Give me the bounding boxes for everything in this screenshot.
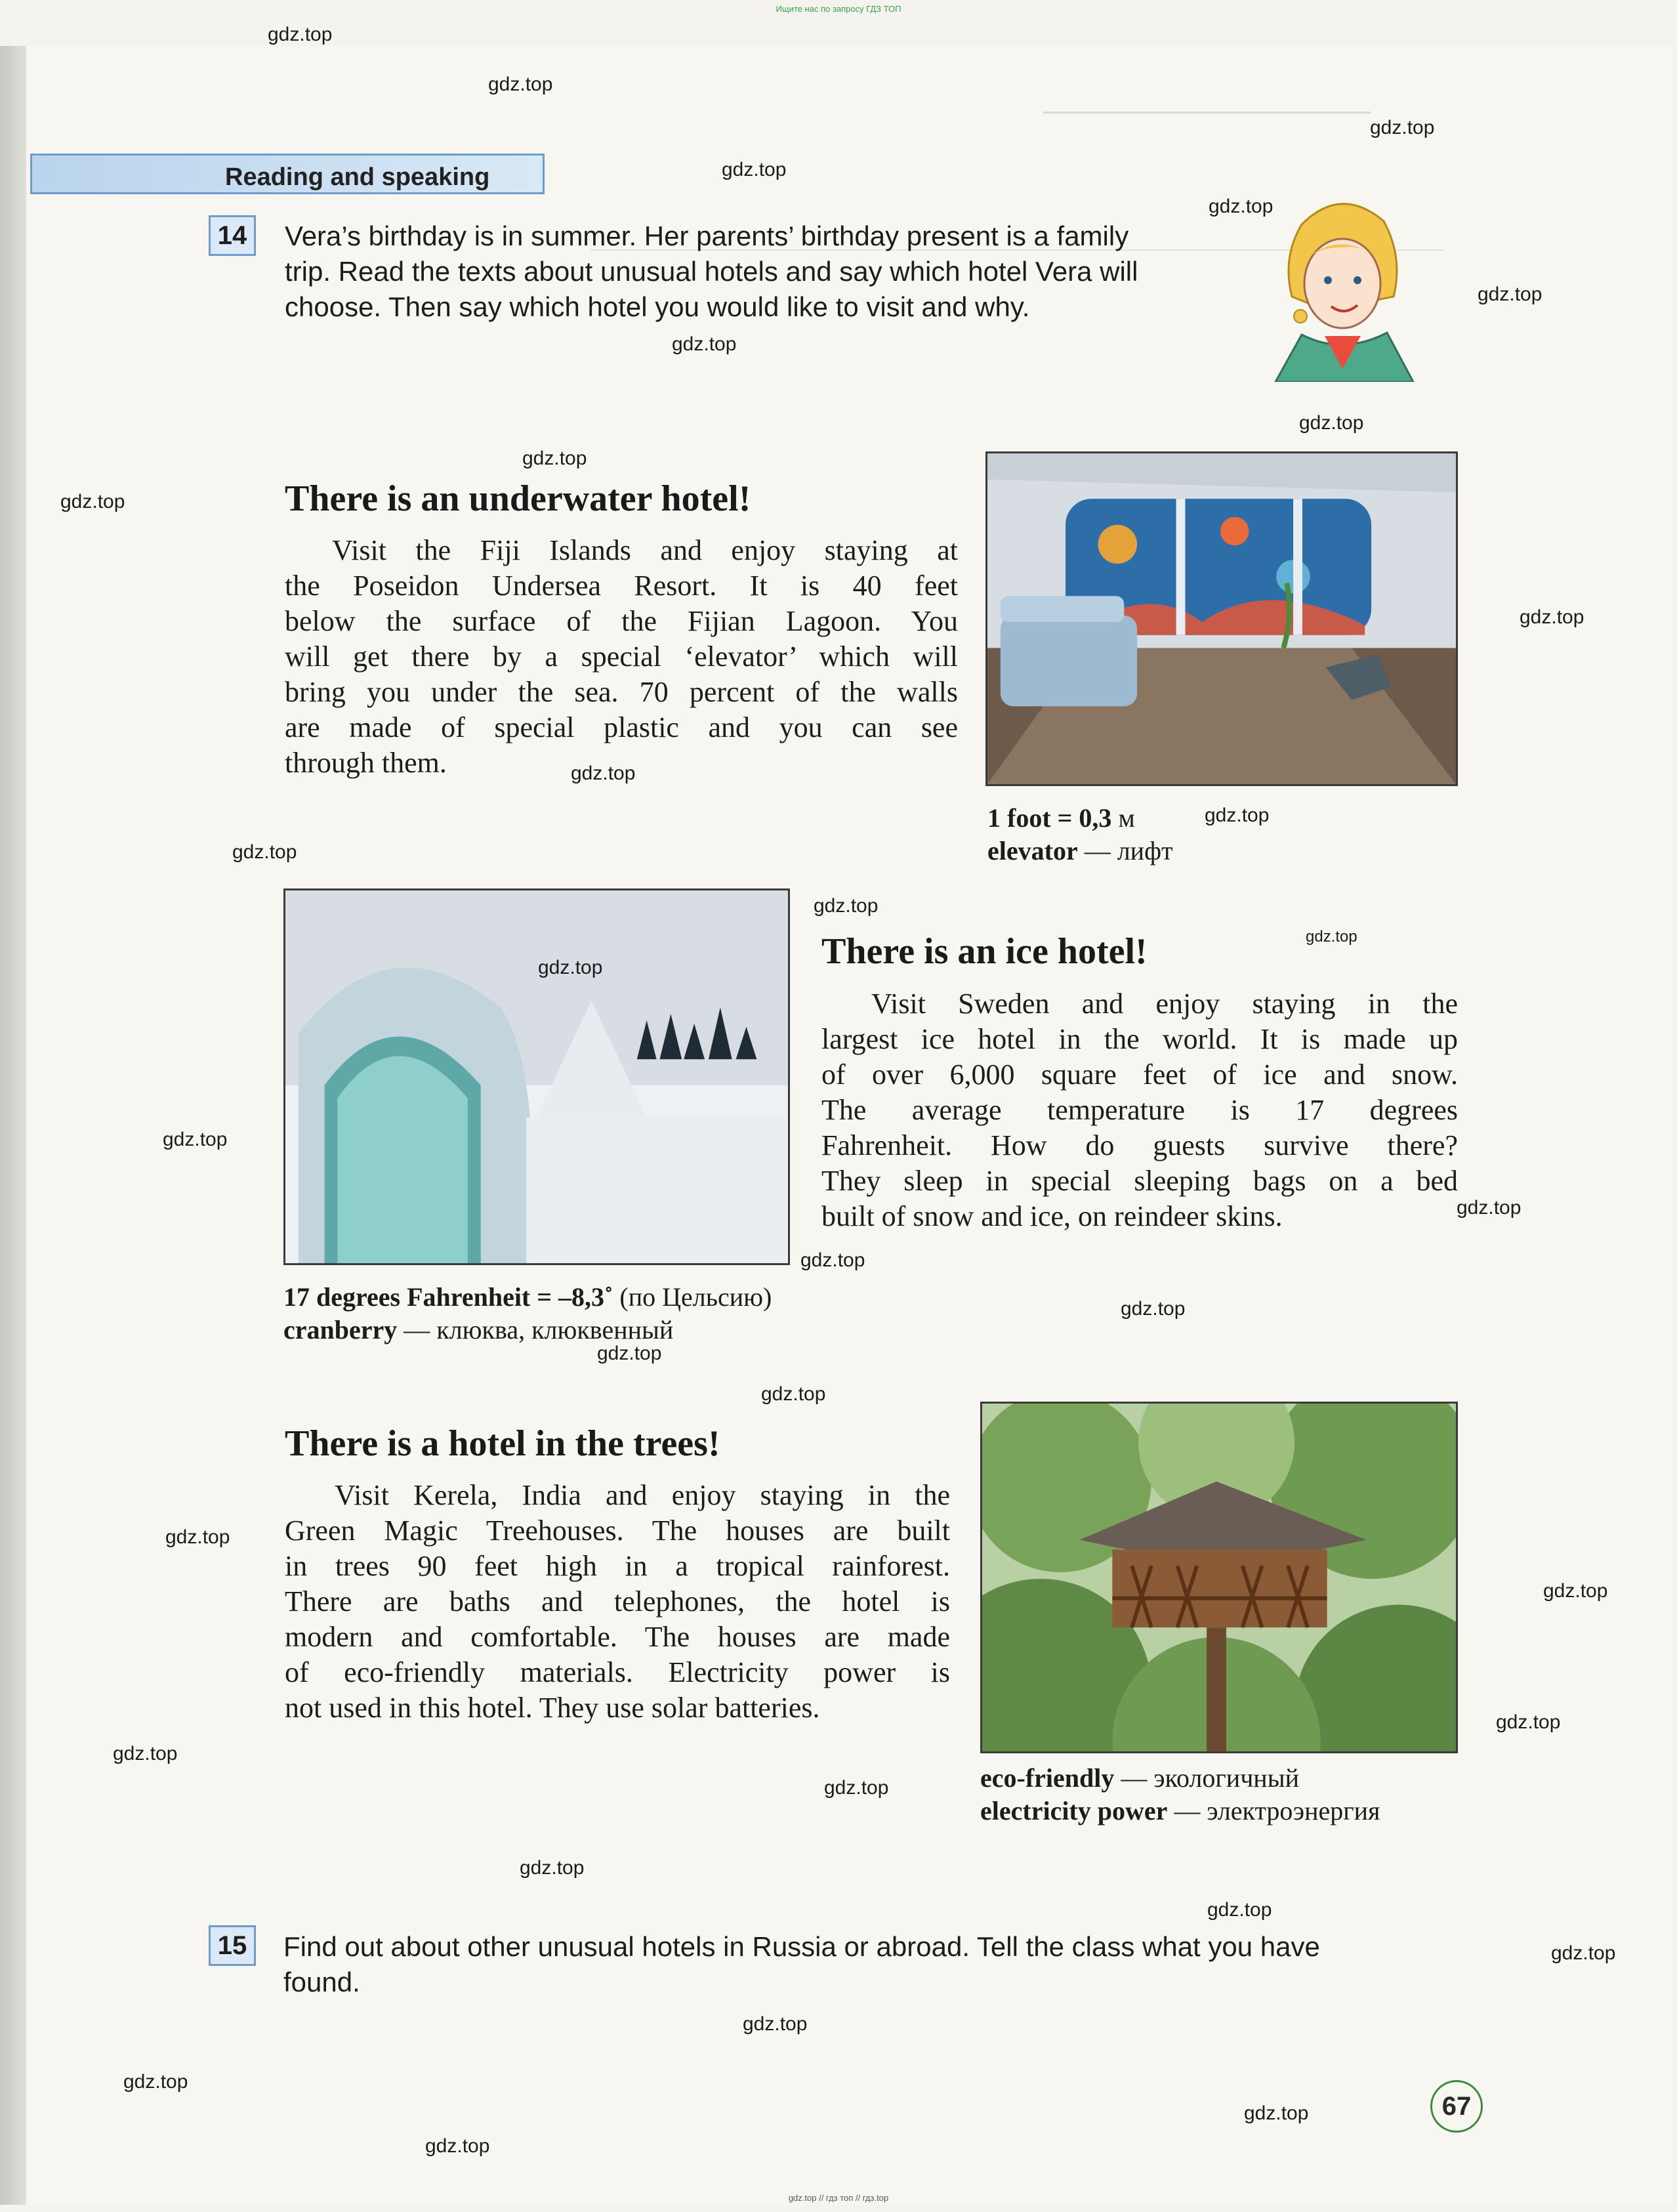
text-line: Visit Sweden and enjoy staying in the bbox=[871, 988, 1458, 1020]
watermark: gdz.top bbox=[824, 1777, 889, 1799]
gloss-definition: — экологичный bbox=[1114, 1763, 1299, 1793]
watermark: gdz.top bbox=[814, 895, 879, 917]
gloss-term: 17 degrees Fahrenheit = –8,3˚ bbox=[283, 1282, 613, 1312]
watermark: gdz.top bbox=[1121, 1298, 1186, 1320]
text-line: They sleep in special sleeping bags on a bed bbox=[821, 1165, 1458, 1197]
text-line: modern and comfortable. The houses are made bbox=[285, 1621, 950, 1653]
watermark: gdz.top bbox=[1543, 1580, 1608, 1602]
text-line: Visit Kerela, India and enjoy staying in the bbox=[335, 1479, 950, 1511]
ice-hotel-image bbox=[283, 888, 790, 1265]
page-number: 67 bbox=[1430, 2080, 1483, 2133]
watermark: gdz.top bbox=[1244, 2102, 1309, 2124]
tree-hotel-text bbox=[285, 1478, 950, 1726]
text-line: of eco-friendly materials. Electricity power is bbox=[285, 1656, 950, 1688]
instruction-line: Find out about other unusual hotels in Russia or abroad. Tell the class what you have bbox=[283, 1931, 1320, 1962]
watermark: gdz.top bbox=[1457, 1197, 1522, 1219]
watermark: gdz.top bbox=[60, 491, 125, 512]
text-line: There are baths and telephones, the hotel is bbox=[285, 1585, 950, 1617]
ice-hotel-text bbox=[821, 986, 1458, 1234]
watermark: gdz.top bbox=[1370, 117, 1435, 138]
underwater-hotel-text bbox=[285, 533, 958, 781]
gloss-definition: м bbox=[1111, 803, 1135, 833]
gloss-entry bbox=[987, 802, 1172, 835]
gloss-entry bbox=[283, 1314, 772, 1346]
text-line: of over 6,000 square feet of ice and snow. bbox=[821, 1058, 1458, 1091]
text-line: through them. bbox=[285, 747, 447, 779]
instruction-line: trip. Read the texts about unusual hotels and say which hotel Vera will bbox=[285, 256, 1138, 287]
watermark: gdz.top bbox=[722, 159, 787, 180]
watermark: gdz.top bbox=[163, 1129, 228, 1150]
underwater-hotel-image bbox=[985, 451, 1458, 786]
instruction-line: choose. Then say which hotel you would like to visit and why. bbox=[285, 291, 1030, 322]
text-line: below the surface of the Fijian Lagoon. You bbox=[285, 605, 958, 637]
text-line: The average temperature is 17 degrees bbox=[821, 1094, 1458, 1126]
watermark: gdz.top bbox=[123, 2071, 188, 2093]
text-line: Visit the Fiji Islands and enjoy staying at bbox=[332, 534, 958, 566]
gloss-term: electricity power bbox=[980, 1796, 1168, 1826]
tree-hotel-image bbox=[980, 1402, 1458, 1753]
gloss-term: cranberry bbox=[283, 1315, 398, 1345]
watermark: gdz.top bbox=[520, 1857, 585, 1879]
text-line: built of snow and ice, on reindeer skins. bbox=[821, 1200, 1283, 1232]
text-line: Green Magic Treehouses. The houses are built bbox=[285, 1514, 950, 1547]
watermark: gdz.top bbox=[1207, 1899, 1272, 1921]
watermark: gdz.top bbox=[1551, 1942, 1616, 1964]
watermark: gdz.top bbox=[743, 2013, 808, 2035]
girl-illustration bbox=[1262, 185, 1420, 382]
tree-hotel-title: There is a hotel in the trees! bbox=[285, 1423, 720, 1464]
gloss-entry bbox=[980, 1762, 1380, 1795]
watermark: gdz.top bbox=[1520, 606, 1584, 628]
gloss-entry bbox=[283, 1281, 772, 1314]
text-line: the Poseidon Undersea Resort. It is 40 feet bbox=[285, 570, 958, 602]
gloss-term: elevator bbox=[987, 836, 1078, 866]
text-line: bring you under the sea. 70 percent of the walls bbox=[285, 676, 958, 708]
text-line: in trees 90 feet high in a tropical rainforest. bbox=[285, 1550, 950, 1582]
exercise-15-instruction bbox=[283, 1929, 1464, 2000]
watermark: gdz.top bbox=[1299, 412, 1364, 434]
text-line: largest ice hotel in the world. It is made up bbox=[821, 1023, 1458, 1055]
top-note: Ищите нас по запросу ГДЗ ТОП bbox=[776, 4, 901, 14]
gloss-entry bbox=[987, 835, 1172, 867]
watermark: gdz.top bbox=[113, 1743, 178, 1764]
bleed-through bbox=[1043, 72, 1371, 114]
gloss-entry bbox=[980, 1795, 1380, 1827]
watermark: gdz.top bbox=[800, 1249, 865, 1271]
gloss-definition: — электроэнергия bbox=[1167, 1796, 1380, 1826]
watermark: gdz.top bbox=[1478, 283, 1542, 305]
text-line: not used in this hotel. They use solar batteries. bbox=[285, 1692, 820, 1724]
exercise-14-number: 14 bbox=[209, 215, 256, 256]
gloss-term: 1 foot = 0,3 bbox=[987, 803, 1112, 833]
text-line: will get there by a special ‘elevator’ which will bbox=[285, 640, 958, 673]
watermark: gdz.top bbox=[1209, 196, 1273, 217]
text-line: Fahrenheit. How do guests survive there? bbox=[821, 1129, 1458, 1161]
gloss-definition: — клюква, клюквенный bbox=[397, 1315, 674, 1345]
watermark: gdz.top bbox=[571, 762, 636, 784]
instruction-line: found. bbox=[283, 1967, 360, 1997]
watermark: gdz.top bbox=[268, 24, 333, 45]
ice-hotel-glossary bbox=[283, 1281, 772, 1346]
ice-hotel-title: There is an ice hotel! bbox=[821, 931, 1148, 972]
text-line: are made of special plastic and you can see bbox=[285, 711, 958, 743]
watermark: gdz.top bbox=[672, 333, 737, 355]
watermark: gdz.top bbox=[232, 841, 297, 863]
section-header bbox=[30, 154, 545, 194]
underwater-hotel-title: There is an underwater hotel! bbox=[285, 478, 751, 519]
gloss-definition: — лифт bbox=[1077, 836, 1173, 866]
tree-hotel-glossary bbox=[980, 1762, 1380, 1827]
watermark: gdz.top bbox=[1306, 928, 1357, 946]
gloss-term: eco-friendly bbox=[980, 1763, 1115, 1793]
watermark: gdz.top bbox=[1496, 1711, 1561, 1733]
watermark: gdz.top bbox=[165, 1526, 230, 1548]
watermark: gdz.top bbox=[538, 957, 603, 978]
gloss-definition: (по Цельсию) bbox=[613, 1282, 772, 1312]
instruction-line: Vera’s birthday is in summer. Her parents’ birthday present is a family bbox=[285, 220, 1129, 251]
watermark: gdz.top bbox=[522, 448, 587, 469]
underwater-hotel-glossary bbox=[987, 802, 1172, 867]
exercise-15-number: 15 bbox=[209, 1925, 256, 1966]
watermark: gdz.top bbox=[488, 73, 553, 95]
watermark: gdz.top bbox=[761, 1383, 826, 1405]
watermark: gdz.top bbox=[1205, 804, 1270, 826]
exercise-14-instruction bbox=[285, 219, 1243, 325]
section-header-label: Reading and speaking bbox=[225, 163, 490, 191]
bottom-note: gdz.top // гдз топ // гдз.top bbox=[788, 2193, 889, 2203]
watermark: gdz.top bbox=[425, 2135, 490, 2157]
watermark: gdz.top bbox=[597, 1343, 662, 1364]
